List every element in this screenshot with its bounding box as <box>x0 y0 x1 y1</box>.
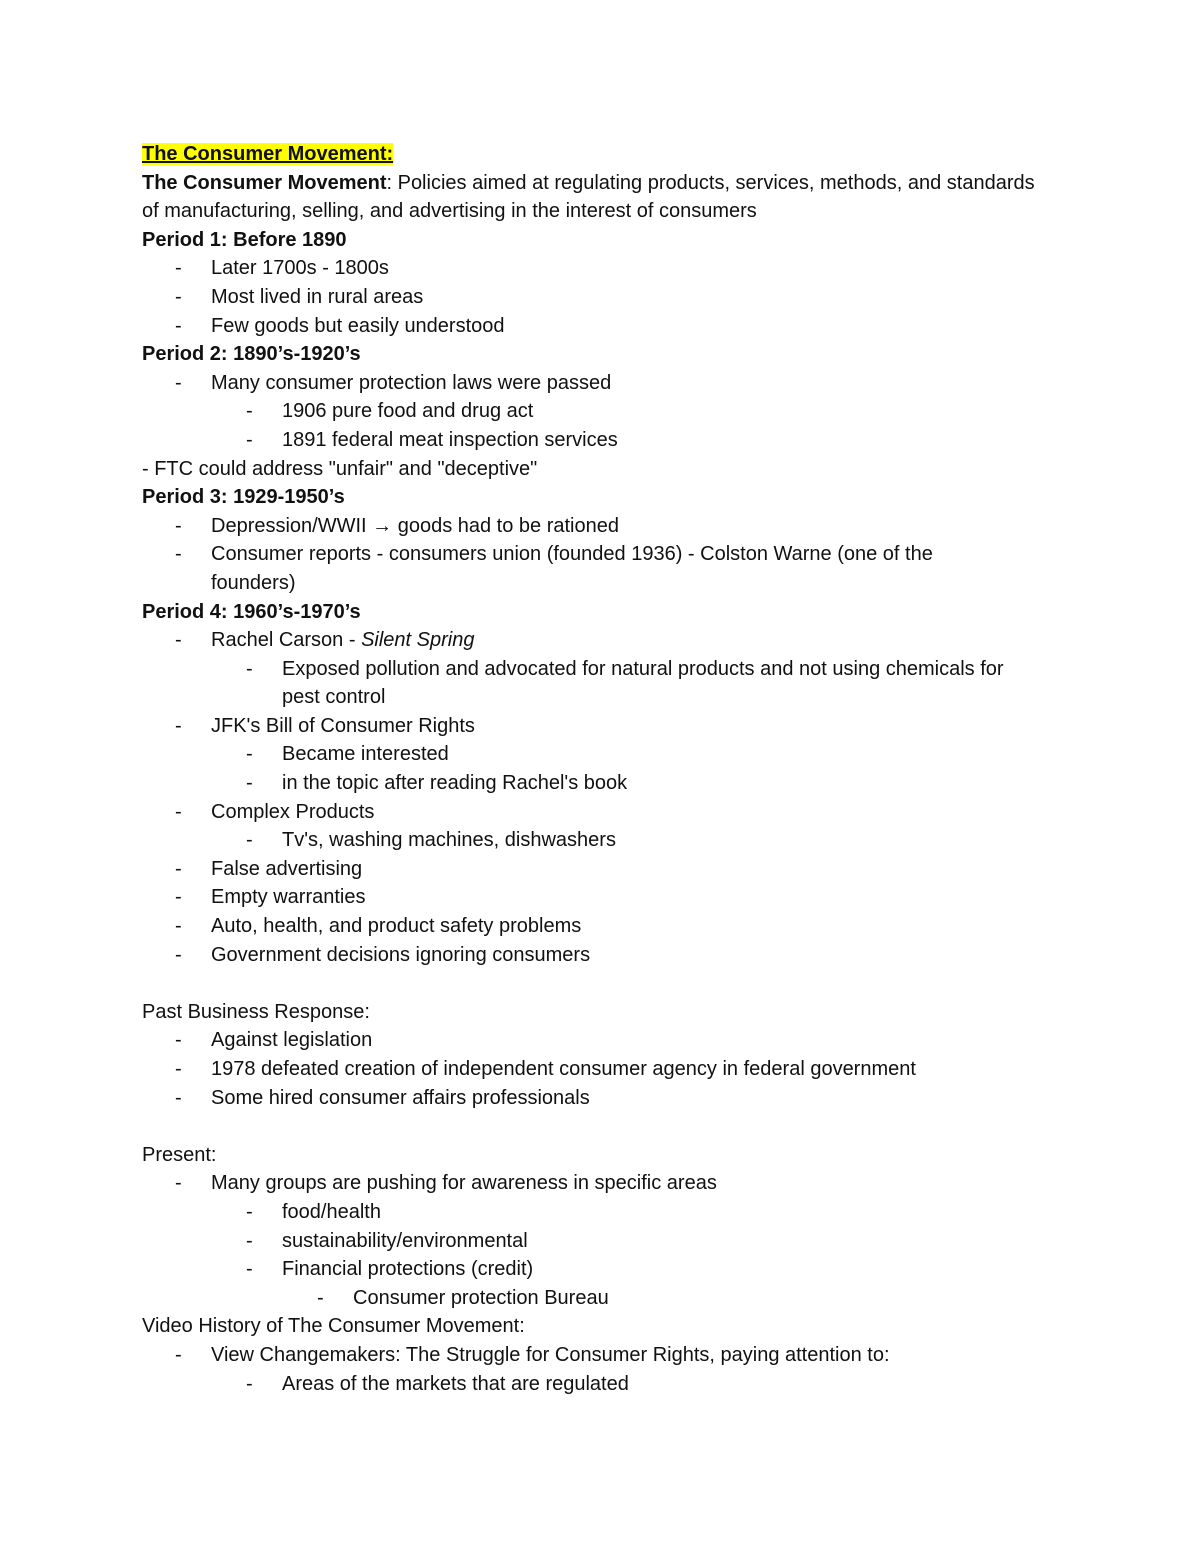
video-heading: Video History of The Consumer Movement: <box>142 1315 525 1338</box>
period3-heading: Period 3: 1929-1950’s <box>142 486 345 509</box>
sub-list-item: - sustainability/environmental <box>246 1229 528 1252</box>
list-item: - Some hired consumer affairs professionals <box>175 1086 590 1109</box>
sub-list-item: - Areas of the markets that are regulated <box>246 1372 629 1395</box>
document-title-line <box>142 140 1042 169</box>
sub-list-item: - Financial protections (credit) <box>246 1258 534 1281</box>
list-item: - JFK's Bill of Consumer Rights <box>175 714 475 737</box>
list-item: - Few goods but easily understood <box>175 314 505 337</box>
spacer <box>142 969 1042 998</box>
definition-text: : Policies aimed at regulating products, services, methods, and standards of manufacturing, selling, and advertising in the interest of consumers <box>142 171 1035 223</box>
list-item: - Most lived in rural areas <box>175 285 424 308</box>
spacer <box>142 1112 1042 1141</box>
document-title: The Consumer Movement: <box>142 143 394 165</box>
book-title: Silent Spring <box>361 629 475 652</box>
ftc-note: - FTC could address "unfair" and "deceptive" <box>142 457 538 480</box>
list-item: - Consumer reports - consumers union (founded 1936) - Colston Warne (one of the founders) <box>175 543 933 594</box>
list-item: - Rachel Carson - Silent Spring <box>175 629 475 652</box>
period4-heading: Period 4: 1960’s-1970’s <box>142 600 361 623</box>
sub-list-item: - in the topic after reading Rachel's book <box>246 772 628 795</box>
list-item: - View Changemakers: The Struggle for Consumer Rights, paying attention to: <box>175 1343 890 1366</box>
sub-list-item: - Tv's, washing machines, dishwashers <box>246 829 616 852</box>
document-body <box>142 140 1042 1398</box>
sub-list-item: - food/health <box>246 1200 381 1223</box>
list-item: - Government decisions ignoring consumers <box>175 943 591 966</box>
definition-paragraph <box>142 169 1042 226</box>
list-item: - Depression/WWII → goods had to be rationed <box>175 514 619 537</box>
list-item: - Later 1700s - 1800s <box>175 257 389 280</box>
list-item: - Empty warranties <box>175 886 366 909</box>
sub-sub-list-item: - Consumer protection Bureau <box>317 1286 609 1309</box>
sub-list-item: - 1891 federal meat inspection services <box>246 428 618 451</box>
sub-list-item: - Became interested <box>246 743 449 766</box>
list-item: - Against legislation <box>175 1029 373 1052</box>
list-item: - False advertising <box>175 857 363 880</box>
past-heading: Past Business Response: <box>142 1000 370 1023</box>
sub-list-item: - 1906 pure food and drug act <box>246 400 534 423</box>
present-heading: Present: <box>142 1143 217 1166</box>
list-item: - 1978 defeated creation of independent consumer agency in federal government <box>175 1058 916 1080</box>
period1-heading: Period 1: Before 1890 <box>142 228 347 251</box>
period2-heading: Period 2: 1890’s-1920’s <box>142 343 361 366</box>
list-item: - Many consumer protection laws were passed <box>175 371 612 394</box>
list-item: - Auto, health, and product safety problems <box>175 915 582 938</box>
list-item: - Many groups are pushing for awareness in specific areas <box>175 1172 717 1195</box>
list-item: - Complex Products <box>175 800 375 823</box>
definition-term: The Consumer Movement <box>142 171 387 194</box>
sub-list-item: - Exposed pollution and advocated for natural products and not using chemicals for pest control <box>246 657 1004 709</box>
